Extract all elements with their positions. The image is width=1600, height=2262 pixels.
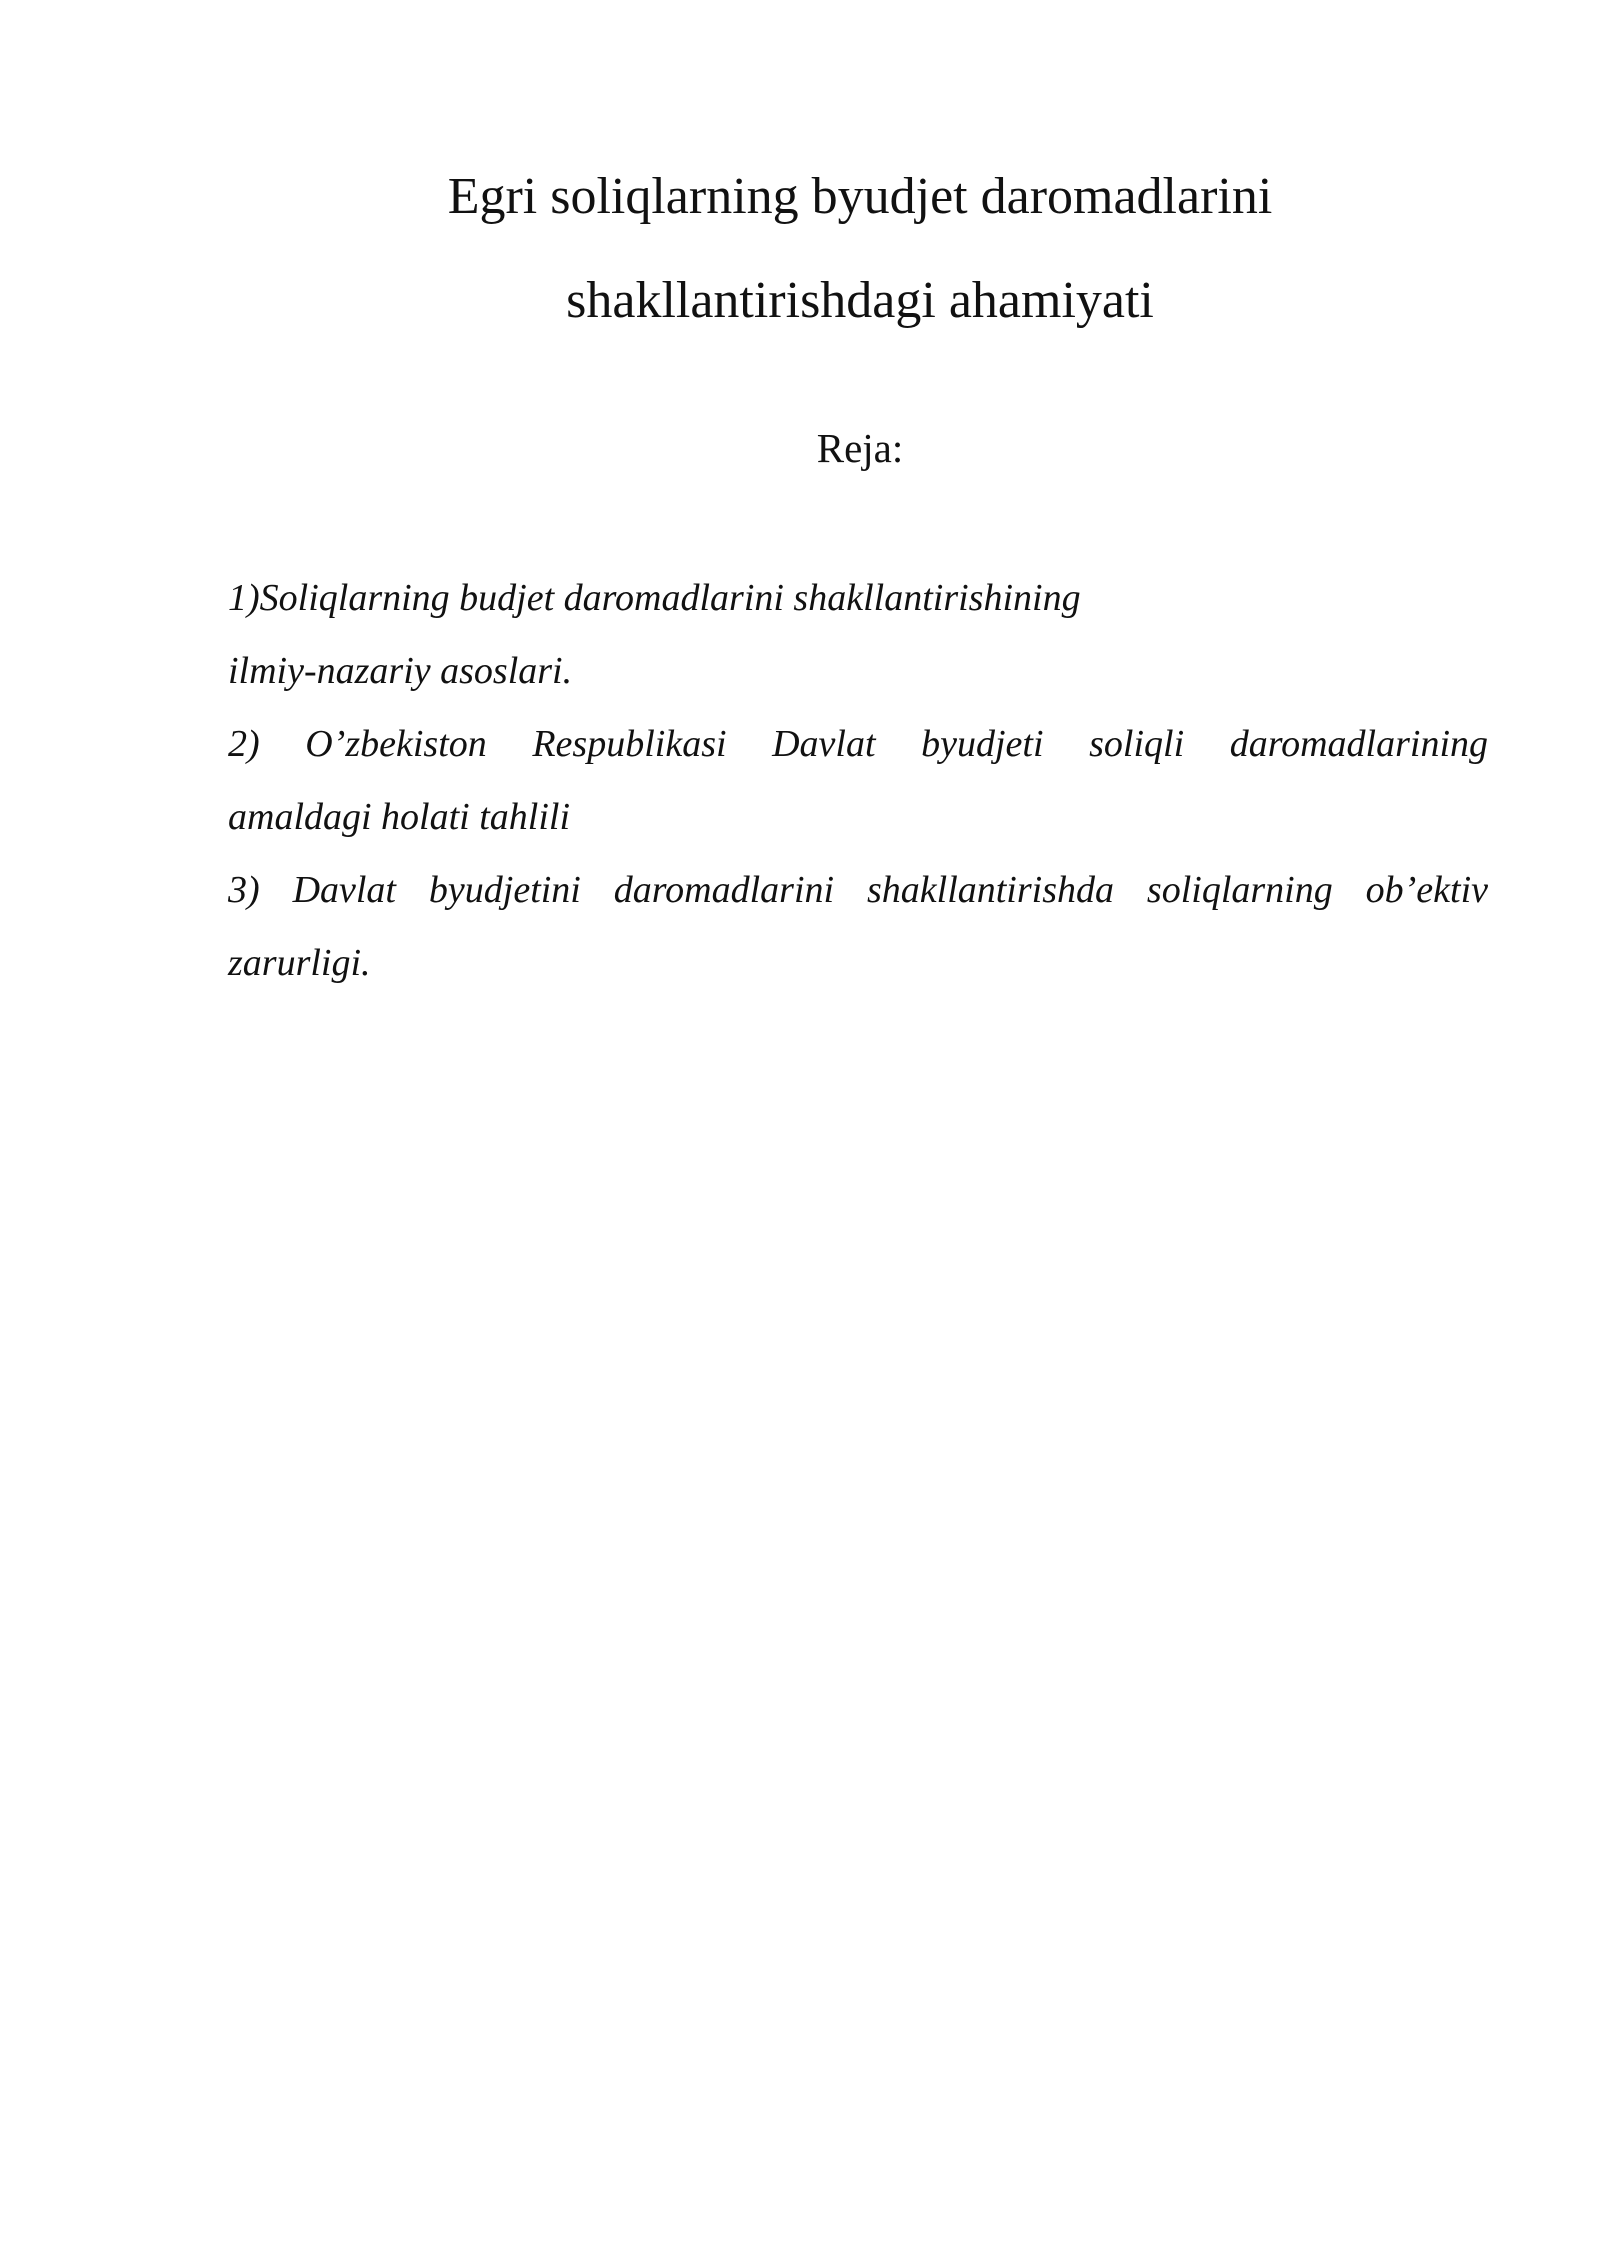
- plan-item-3-line-1: 3) Davlat byudjetini daromadlarini shakllantirishda soliqlarning ob’ektiv: [228, 869, 1488, 911]
- plan-item-2-line-2: amaldagi holati tahlili: [228, 796, 571, 838]
- title-line-2: shakllantirishdagi ahamiyati: [566, 272, 1154, 329]
- plan-list: [228, 562, 1488, 1000]
- document-title: [0, 145, 1600, 353]
- title-line-1: Egri soliqlarning byudjet daromadlarini: [447, 168, 1273, 225]
- plan-item-1-line-2: ilmiy-nazariy asoslari.: [228, 650, 573, 692]
- plan-item-1-line-1: 1)Soliqlarning budjet daromadlarini shakllantirishining: [228, 577, 1081, 619]
- plan-item-3-line-2: zarurligi.: [228, 942, 371, 984]
- plan-item-2-line-1: 2) O’zbekiston Respublikasi Davlat byudjeti soliqli daromadlarining: [228, 723, 1488, 765]
- plan-heading: Reja:: [816, 425, 904, 471]
